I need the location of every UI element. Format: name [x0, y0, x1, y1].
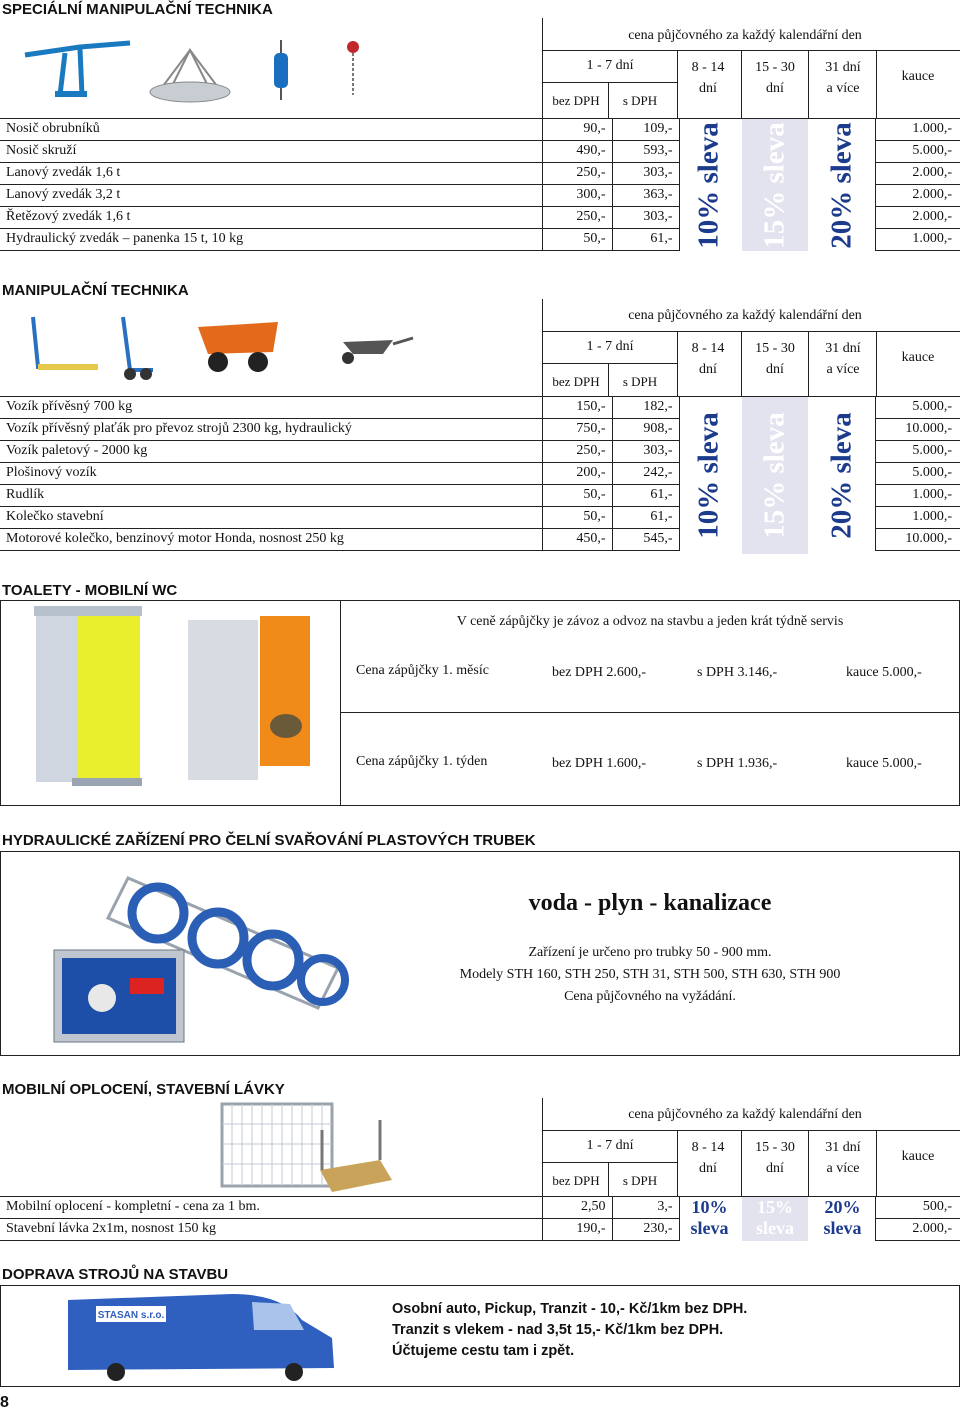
- col-15-30: 15 - 30: [755, 60, 795, 75]
- motor-wheelbarrow-icon: [198, 322, 278, 372]
- welding-line-1: Zařízení je určeno pro trubky 50 - 900 mm.: [528, 945, 772, 960]
- transport-line-3: Účtujeme cestu tam i zpět.: [392, 1343, 575, 1359]
- van-illustration: [62, 1290, 362, 1382]
- pallet-truck-icon: [33, 317, 98, 370]
- page-number: 8: [0, 1394, 9, 1411]
- table-row: Vozík paletový - 2000 kg 250,- 303,- 5.000,-: [0, 440, 960, 462]
- welding-line-2: Modely STH 160, STH 250, STH 31, STH 500, STH 630, STH 900: [459, 967, 841, 982]
- toilet-month-without-vat: bez DPH 2.600,-: [552, 665, 647, 680]
- chain-hoist-icon: [347, 41, 359, 95]
- table-row: Plošinový vozík 200,- 242,- 5.000,-: [0, 462, 960, 484]
- col-15-30-unit-2: dní: [766, 362, 784, 377]
- table-row: Nosič obrubníků 90,- 109,- 1.000,-: [0, 118, 960, 140]
- col-15-30-unit: dní: [766, 81, 784, 96]
- col-31-unit-3: a více: [826, 1161, 860, 1176]
- toilet-cabin-closed-icon: [34, 606, 142, 786]
- price-header-title-2: cena půjčovného za každý kalendářní den: [628, 308, 862, 323]
- table-row: Stavební lávka 2x1m, nosnost 150 kg 190,- 230,- 2.000,-: [0, 1218, 960, 1240]
- col-31-unit: a více: [826, 81, 860, 96]
- col-with-vat-3: s DPH: [622, 1173, 658, 1188]
- handling-equipment-illustrations: [18, 312, 418, 384]
- mobile-toilet-illustration: [28, 606, 318, 806]
- van-logo-text: STASAN s.r.o.: [97, 1310, 165, 1321]
- table-row: Hydraulický zvedák – panenka 15 t, 10 kg 50,- 61,- 1.000,-: [0, 228, 960, 250]
- discount-10-b: 10% sleva: [693, 412, 725, 539]
- toilet-week-label: Cena zápůjčky 1. týden: [356, 754, 488, 769]
- transport-line-1: Osobní auto, Pickup, Tranzit - 10,- Kč/1km bez DPH.: [392, 1301, 748, 1317]
- toilet-cabin-open-icon: [188, 616, 310, 780]
- col-15-30-2: 15 - 30: [755, 341, 795, 356]
- table-row: Řetězový zvedák 1,6 t 250,- 303,- 2.000,-: [0, 206, 960, 228]
- van-icon: [68, 1294, 334, 1381]
- section-title-special-handling: SPECIÁLNÍ MANIPULAČNÍ TECHNIKA: [2, 1, 273, 18]
- col-deposit-3: kauce: [901, 1149, 935, 1164]
- col-1-7-days-3: 1 - 7 dní: [586, 1138, 634, 1153]
- col-31: 31 dní: [825, 60, 861, 75]
- col-with-vat: s DPH: [622, 93, 658, 108]
- col-15-30-3: 15 - 30: [755, 1140, 795, 1155]
- col-8-14-unit: dní: [699, 81, 717, 96]
- col-8-14: 8 - 14: [691, 60, 725, 75]
- discount-15: 15% sleva: [742, 119, 808, 251]
- section-title-toilets: TOALETY - MOBILNÍ WC: [2, 582, 178, 599]
- col-without-vat-3: bez DPH: [552, 1173, 600, 1188]
- section-title-welding: HYDRAULICKÉ ZAŘÍZENÍ PRO ČELNÍ SVAŘOVÁNÍ PLASTOVÝCH TRUBEK: [2, 832, 536, 849]
- table-row: Vozík přívěsný plaťák pro převoz strojů 2300 kg, hydraulický 750,- 908,- 10.000,-: [0, 418, 960, 440]
- table-row: Lanový zvedák 3,2 t 300,- 363,- 2.000,-: [0, 184, 960, 206]
- col-8-14-unit-3: dní: [699, 1161, 717, 1176]
- col-deposit-2: kauce: [901, 350, 935, 365]
- transport-line-2: Tranzit s vlekem - nad 3,5t 15,- Kč/1km bez DPH.: [392, 1322, 724, 1338]
- col-without-vat-2: bez DPH: [552, 374, 600, 389]
- toilet-service-note: V ceně zápůjčky je závoz a odvoz na stavbu a jeden krát týdně servis: [456, 614, 844, 629]
- toilet-week-without-vat: bez DPH 1.600,-: [552, 756, 647, 771]
- col-8-14-unit-2: dní: [699, 362, 717, 377]
- price-header-title: cena půjčovného za každý kalendářní den: [628, 28, 862, 43]
- col-31-2: 31 dní: [825, 341, 861, 356]
- col-1-7-days-2: 1 - 7 dní: [586, 339, 634, 354]
- col-deposit: kauce: [901, 69, 935, 84]
- toilet-week-with-vat: s DPH 1.936,-: [697, 756, 778, 771]
- discount-15-c: 15% sleva: [742, 1197, 808, 1241]
- table-row: Rudlík 50,- 61,- 1.000,-: [0, 484, 960, 506]
- discount-10-c: 10% sleva: [690, 1197, 729, 1238]
- table-row: Mobilní oplocení - kompletní - cena za 1 bm. 2,50 3,- 500,-: [0, 1196, 960, 1218]
- col-15-30-unit-3: dní: [766, 1161, 784, 1176]
- discount-20: 20% sleva: [826, 121, 858, 249]
- fence-panel-icon: [222, 1104, 332, 1186]
- welding-headline: voda - plyn - kanalizace: [528, 890, 772, 916]
- price-header-title-3: cena půjčovného za každý kalendářní den: [628, 1107, 862, 1122]
- welding-machine-illustration: [18, 858, 388, 1050]
- section-title-transport: DOPRAVA STROJŮ NA STAVBU: [2, 1266, 229, 1283]
- toilet-month-deposit: kauce 5.000,-: [846, 665, 922, 680]
- table-row: Motorové kolečko, benzinový motor Honda, nosnost 250 kg 450,- 545,- 10.000,-: [0, 528, 960, 550]
- toilet-month-with-vat: s DPH 3.146,-: [697, 665, 778, 680]
- col-8-14-2: 8 - 14: [691, 341, 725, 356]
- ring-carrier-icon: [150, 50, 230, 102]
- curb-carrier-icon: [25, 43, 130, 97]
- col-31-unit-2: a více: [826, 362, 860, 377]
- welding-line-3: Cena půjčovného na vyžádání.: [564, 989, 736, 1004]
- col-8-14-3: 8 - 14: [691, 1140, 725, 1155]
- col-without-vat: bez DPH: [552, 93, 600, 108]
- hand-truck-icon: [123, 317, 153, 380]
- table-row: Nosič skruží 490,- 593,- 5.000,-: [0, 140, 960, 162]
- discount-20-b: 20% sleva: [826, 412, 858, 539]
- toilet-week-deposit: kauce 5.000,-: [846, 756, 922, 771]
- control-unit-icon: [54, 950, 184, 1042]
- discount-20-c: 20% sleva: [823, 1197, 862, 1238]
- discount-15-b: 15% sleva: [742, 397, 808, 554]
- col-1-7-days: 1 - 7 dní: [586, 58, 634, 73]
- cable-hoist-icon: [274, 40, 288, 100]
- wheelbarrow-icon: [342, 338, 413, 364]
- section-title-fencing: MOBILNÍ OPLOCENÍ, STAVEBNÍ LÁVKY: [2, 1081, 285, 1098]
- section-title-handling: MANIPULAČNÍ TECHNIKA: [2, 282, 189, 299]
- table-row: Lanový zvedák 1,6 t 250,- 303,- 2.000,-: [0, 162, 960, 184]
- fence-and-walkway-illustration: [220, 1100, 400, 1198]
- table-row: Kolečko stavební 50,- 61,- 1.000,-: [0, 506, 960, 528]
- table-row: Vozík přívěsný 700 kg 150,- 182,- 5.000,-: [0, 396, 960, 418]
- col-31-3: 31 dní: [825, 1140, 861, 1155]
- discount-10: 10% sleva: [693, 121, 725, 249]
- special-equipment-illustrations: [20, 35, 370, 110]
- toilet-month-label: Cena zápůjčky 1. měsíc: [356, 663, 489, 678]
- col-with-vat-2: s DPH: [622, 374, 658, 389]
